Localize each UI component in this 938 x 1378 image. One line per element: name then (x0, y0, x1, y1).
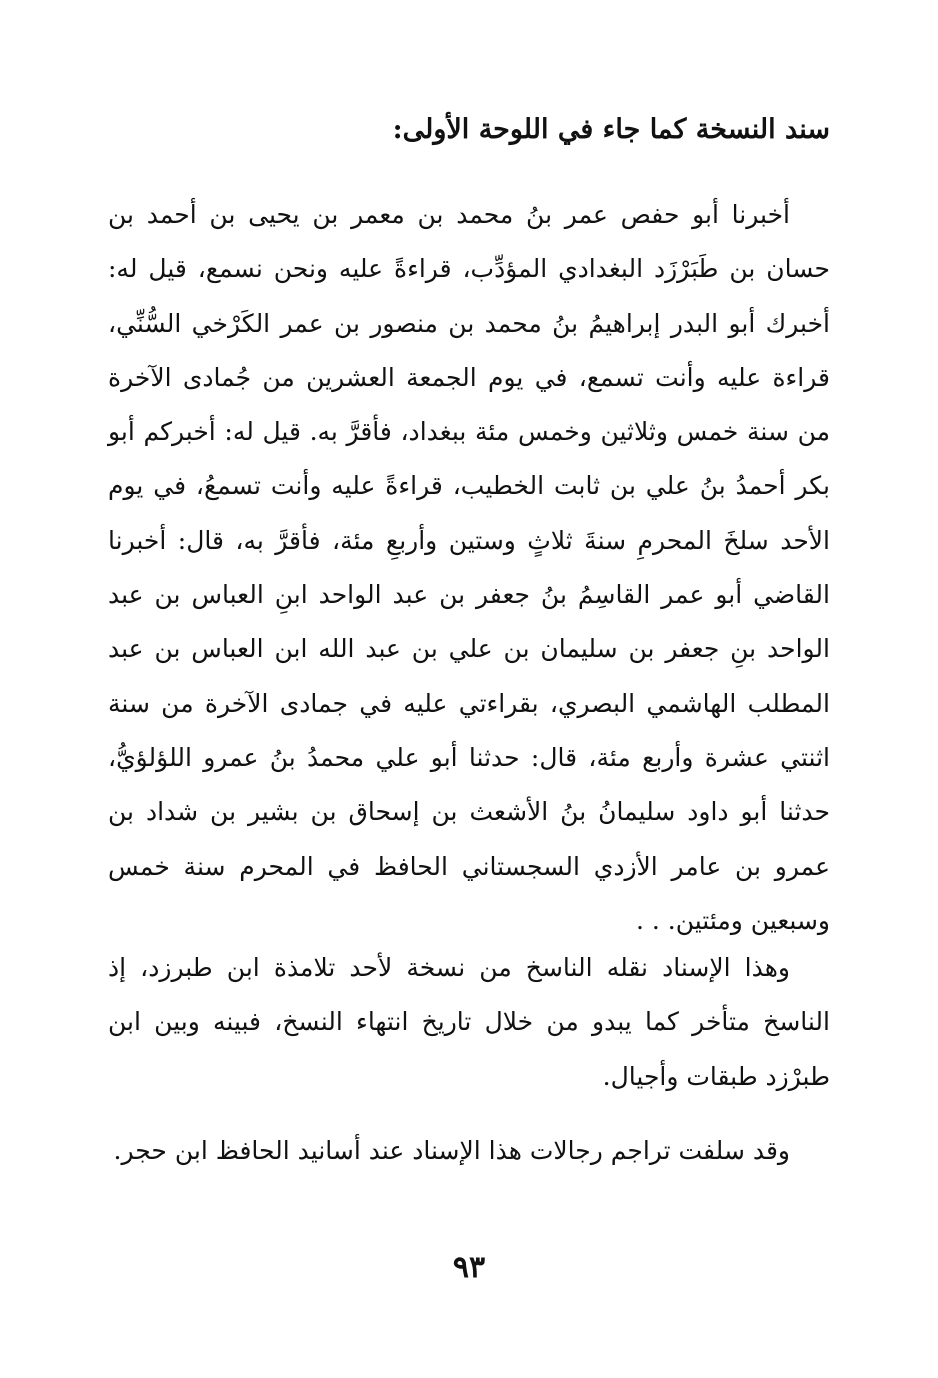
page-number: ٩٣ (452, 1250, 486, 1285)
explanation-paragraph: وهذا الإسناد نقله الناسخ من نسخة لأحد تلامذة ابن طبرزد، إذ الناسخ متأخر كما يبدو من خلال تاريخ انتهاء النسخ، فبينه وبين ابن طبرْزد طبقات وأجيال. (108, 953, 830, 1091)
isnad-paragraph: أخبرنا أبو حفص عمر بنُ محمد بن معمر بن يحيى بن أحمد بن حسان بن طَبَرْزَد البغدادي المؤدِّب، قراءةً عليه ونحن نسمع، قيل له: أخبرك أبو البدر إبراهيمُ بنُ محمد بن منصور بن عمر الكَرْخي السُّنِّي، قراءة عليه وأنت تسمع، في يوم الجمعة العشرين من جُمادى الآخرة من سنة خمس وثلاثين وخمس مئة ببغداد، فأقرَّ به. قيل له: أخبركم أبو بكر أحمدُ بنُ علي بن ثابت الخطيب، قراءةً عليه وأنت تسمعُ، في يوم الأحد سلخَ المحرمِ سنةَ ثلاثٍ وستين وأربعِ مئة، فأقرَّ به، قال: أخبرنا القاضي أبو عمر القاسِمُ بنُ جعفر بن عبد الواحد ابنِ العباس بن عبد الواحد بنِ جعفر بن سليمان بن علي بن عبد الله ابن العباس بن عبد المطلب الهاشمي البصري، بقراءتي عليه في جمادى الآخرة من سنة اثنتي عشرة وأربع مئة، قال: حدثنا أبو علي محمدُ بنُ عمرو اللؤلؤيُّ، حدثنا أبو داود سليمانُ بنُ الأشعث بن إسحاق بن بشير بن شداد بن عمرو بن عامر الأزدي السجستاني الحافظ في المحرم سنة خمس وسبعين ومئتين. . . (108, 200, 830, 935)
note-paragraph: وقد سلفت تراجم رجالات هذا الإسناد عند أسانيد الحافظ ابن حجر. (113, 1136, 790, 1165)
section-heading: سند النسخة كما جاء في اللوحة الأولى: (392, 114, 830, 145)
